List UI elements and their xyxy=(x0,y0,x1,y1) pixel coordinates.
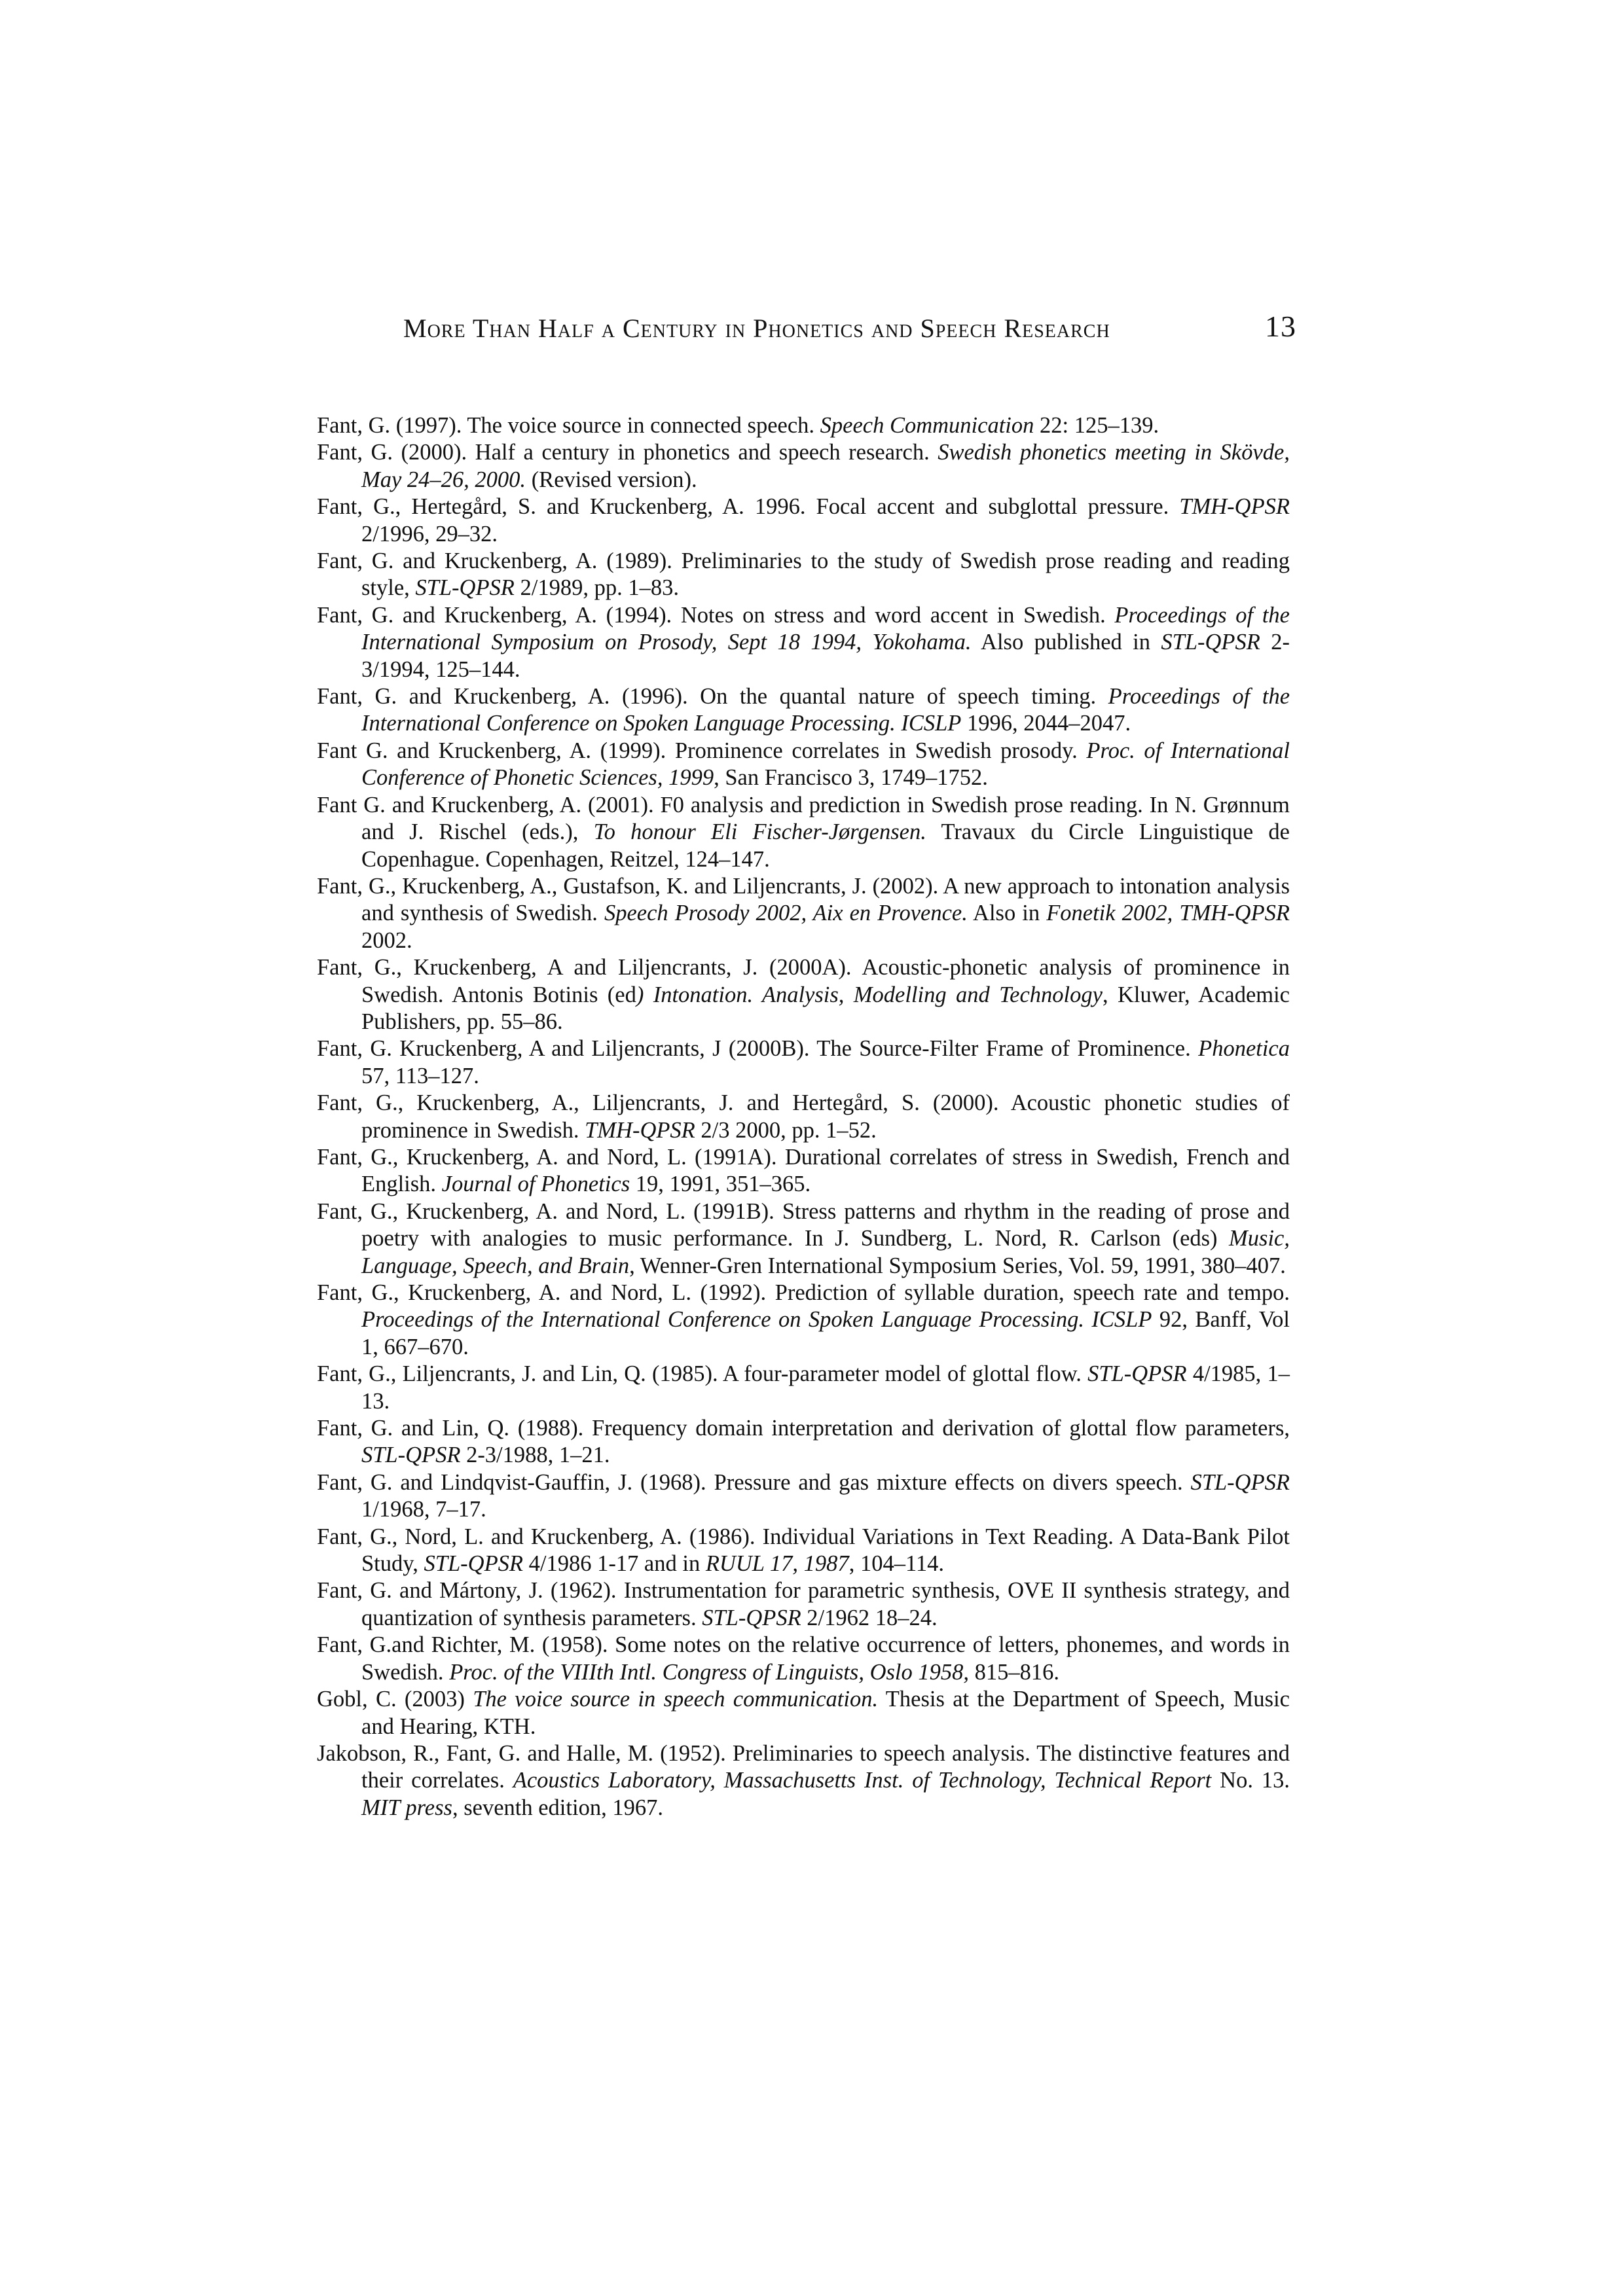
reference-italic-text: STL-QPSR xyxy=(702,1605,801,1630)
reference-text: Also in xyxy=(967,901,1047,926)
reference-italic-text: STL-QPSR xyxy=(361,1443,461,1468)
reference-text: Fant, G., Kruckenberg, A., Gustafson, K. and Liljencrants, J. (2002). A new approach to intonation analysis and synthesis of Swedish. xyxy=(317,873,1290,926)
reference-italic-text: Journal of Phonetics xyxy=(441,1172,630,1197)
reference-text: Fant, G. and Lindqvist-Gauffin, J. (1968). Pressure and gas mixture effects on divers speech. xyxy=(317,1469,1191,1495)
reference-text: Fant, G., Kruckenberg, A. and Nord, L. (1991B). Stress patterns and rhythm in the reading of prose and poetry with analogies to music performance. In J. Sundberg, L. Nord, R. Carlson (eds) xyxy=(317,1198,1290,1251)
reference-text: 1/1968, 7–17. xyxy=(361,1497,486,1522)
reference-text: Thesis at the Department of Speech, Music and Hearing, KTH. xyxy=(361,1687,1290,1739)
reference-text: (Revised version). xyxy=(526,467,697,492)
reference-italic-text: Phonetica xyxy=(1198,1036,1290,1062)
reference-italic-text: RUUL 17, 1987 xyxy=(705,1551,849,1577)
reference-entry xyxy=(317,439,1290,493)
reference-text: 19, 1991, 351–365. xyxy=(630,1172,811,1197)
reference-text: 815–816. xyxy=(969,1659,1059,1685)
reference-text: , San Francisco 3, 1749–1752. xyxy=(714,765,988,791)
reference-italic-text: MIT press xyxy=(361,1795,452,1820)
reference-italic-text: STL-QPSR xyxy=(1087,1361,1187,1387)
reference-italic-text: To honour Eli Fischer-Jørgensen. xyxy=(593,819,926,845)
reference-text: , seventh edition, 1967. xyxy=(452,1795,663,1820)
reference-text: 2/1989, pp. 1–83. xyxy=(514,575,679,601)
reference-text: Fant, G. and Mártony, J. (1962). Instrumentation for parametric synthesis, OVE II synthesis strategy, and quantization of synthesis parameters. xyxy=(317,1578,1290,1630)
reference-text: 4/1985, 1–13. xyxy=(361,1361,1290,1414)
reference-entry xyxy=(317,1632,1290,1686)
reference-text: Fant, G. Kruckenberg, A and Liljencrants, J (2000B). The Source-Filter Frame of Prominence. xyxy=(317,1036,1199,1062)
reference-text: Also published in xyxy=(971,630,1161,655)
reference-italic-text: ) Intonation. Analysis, Modelling and Technology xyxy=(636,982,1103,1007)
reference-entry xyxy=(317,1577,1290,1632)
reference-text: Fant, G. (2000). Half a century in phonetics and speech research. xyxy=(317,440,938,465)
reference-entry xyxy=(317,1469,1290,1524)
reference-text: , 104–114. xyxy=(848,1551,945,1577)
reference-text: 2/1996, 29–32. xyxy=(361,521,498,547)
reference-text: 2-3/1994, 125–144. xyxy=(361,630,1290,682)
reference-italic-text: STL-QPSR xyxy=(1161,630,1260,655)
reference-entry xyxy=(317,683,1290,738)
reference-entry xyxy=(317,1740,1290,1821)
page-number: 13 xyxy=(1265,310,1296,343)
reference-entry xyxy=(317,954,1290,1035)
reference-italic-text: Proceedings of the International Conference on Spoken Language Processing. ICSLP xyxy=(361,684,1290,736)
reference-text: Fant, G., Nord, L. and Kruckenberg, A. (1986). Individual Variations in Text Reading. A Data-Bank Pilot Study, xyxy=(317,1524,1290,1577)
reference-text: Fant G. and Kruckenberg, A. (1999). Prominence correlates in Swedish prosody. xyxy=(317,738,1087,763)
reference-italic-text: Speech Communication xyxy=(820,413,1034,438)
reference-text: , Wenner-Gren International Symposium Series, Vol. 59, 1991, 380–407. xyxy=(629,1253,1286,1278)
reference-italic-text: Proc. of International Conference of Phonetic Sciences, 1999 xyxy=(361,738,1290,791)
reference-italic-text: Proceedings of the International Conference on Spoken Language Processing. ICSLP xyxy=(361,1307,1152,1333)
reference-italic-text: TMH-QPSR xyxy=(585,1117,695,1143)
reference-italic-text: Music, Language, Speech, and Brain xyxy=(361,1226,1290,1278)
reference-text: Fant, G., Kruckenberg, A and Liljencrants, J. (2000A). Acoustic-phonetic analysis of prominence in Swedish. Antonis Botinis (ed xyxy=(317,955,1290,1007)
reference-text: No. 13. xyxy=(1211,1768,1290,1793)
reference-text: Fant, G., Hertegård, S. and Kruckenberg, A. 1996. Focal accent and subglottal pressure. xyxy=(317,494,1180,520)
reference-entry xyxy=(317,602,1290,683)
reference-entry xyxy=(317,873,1290,954)
reference-entry xyxy=(317,1280,1290,1361)
reference-text: 2/1962 18–24. xyxy=(801,1605,938,1630)
running-title: More Than Half a Century in Phonetics and Speech Research xyxy=(403,314,1110,343)
reference-entry xyxy=(317,1415,1290,1469)
reference-italic-text: Acoustics Laboratory, Massachusetts Inst. of Technology, Technical Report xyxy=(513,1768,1212,1793)
reference-text: Gobl, C. (2003) xyxy=(317,1687,473,1712)
reference-italic-text: Swedish phonetics meeting in Skövde, May 24–26, 2000. xyxy=(361,440,1290,492)
reference-text: Fant, G., Kruckenberg, A. and Nord, L. (1992). Prediction of syllable duration, speech rate and tempo. xyxy=(317,1280,1290,1305)
reference-text: Fant, G. and Lin, Q. (1988). Frequency domain interpretation and derivation of glottal flow parameters, xyxy=(317,1416,1290,1441)
reference-text: 22: 125–139. xyxy=(1034,413,1159,438)
reference-italic-text: Fonetik 2002, TMH-QPSR xyxy=(1046,901,1290,926)
reference-italic-text: STL-QPSR xyxy=(415,575,515,601)
reference-entry xyxy=(317,1090,1290,1144)
reference-italic-text: TMH-QPSR xyxy=(1179,494,1290,520)
reference-text: Fant, G. (1997). The voice source in connected speech. xyxy=(317,413,820,438)
reference-entry xyxy=(317,1361,1290,1415)
reference-italic-text: Speech Prosody 2002, Aix en Provence. xyxy=(604,901,968,926)
reference-entry xyxy=(317,493,1290,548)
reference-entry xyxy=(317,412,1290,439)
reference-entry xyxy=(317,1686,1290,1740)
reference-text: Jakobson, R., Fant, G. and Halle, M. (1952). Preliminaries to speech analysis. The distinctive features and their correlates. xyxy=(317,1740,1290,1793)
reference-entry xyxy=(317,1524,1290,1578)
reference-entry xyxy=(317,1198,1290,1280)
reference-entry xyxy=(317,792,1290,873)
reference-text: Fant, G.and Richter, M. (1958). Some notes on the relative occurrence of letters, phonemes, and words in Swedish. xyxy=(317,1632,1290,1685)
reference-text: , Kluwer, Academic Publishers, pp. 55–86. xyxy=(361,982,1290,1034)
reference-text: 2002. xyxy=(361,927,412,953)
reference-entry xyxy=(317,738,1290,792)
reference-text: Travaux du Circle Linguistique de Copenhague. Copenhagen, Reitzel, 124–147. xyxy=(361,819,1290,872)
reference-italic-text: Proceedings of the International Symposium on Prosody, Sept 18 1994, Yokohama. xyxy=(361,602,1290,655)
reference-italic-text: STL-QPSR xyxy=(424,1551,523,1577)
reference-italic-text: STL-QPSR xyxy=(1190,1469,1290,1495)
reference-text: 57, 113–127. xyxy=(361,1063,479,1088)
reference-text: Fant, G., Kruckenberg, A., Liljencrants, J. and Hertegård, S. (2000). Acoustic phonetic studies of prominence in Swedish. xyxy=(317,1090,1290,1143)
reference-text: Fant, G., Liljencrants, J. and Lin, Q. (1985). A four-parameter model of glottal flow. xyxy=(317,1361,1088,1387)
reference-entry xyxy=(317,1035,1290,1090)
reference-text: Fant, G. and Kruckenberg, A. (1996). On the quantal nature of speech timing. xyxy=(317,684,1108,709)
reference-italic-text: Proc. of the VIIIth Intl. Congress of Linguists, Oslo 1958, xyxy=(449,1659,969,1685)
reference-text: 1996, 2044–2047. xyxy=(961,711,1131,736)
reference-text: 2-3/1988, 1–21. xyxy=(460,1443,610,1468)
reference-entry xyxy=(317,548,1290,602)
reference-text: 2/3 2000, pp. 1–52. xyxy=(695,1117,877,1143)
reference-text: 92, Banff, Vol 1, 667–670. xyxy=(361,1307,1290,1359)
reference-text: Fant, G., Kruckenberg, A. and Nord, L. (1991A). Durational correlates of stress in Swedish, French and English. xyxy=(317,1144,1290,1197)
reference-text: Fant, G. and Kruckenberg, A. (1989). Preliminaries to the study of Swedish prose reading and reading style, xyxy=(317,548,1290,601)
reference-entry xyxy=(317,1144,1290,1198)
reference-text: Fant G. and Kruckenberg, A. (2001). F0 analysis and prediction in Swedish prose reading. In N. Grønnum and J. Rischel (eds.), xyxy=(317,792,1290,845)
reference-italic-text: The voice source in speech communication. xyxy=(473,1687,879,1712)
reference-list xyxy=(317,412,1290,1821)
reference-text: 4/1986 1-17 and in xyxy=(522,1551,706,1577)
running-head xyxy=(399,306,1298,346)
reference-text: Fant, G. and Kruckenberg, A. (1994). Notes on stress and word accent in Swedish. xyxy=(317,602,1115,628)
